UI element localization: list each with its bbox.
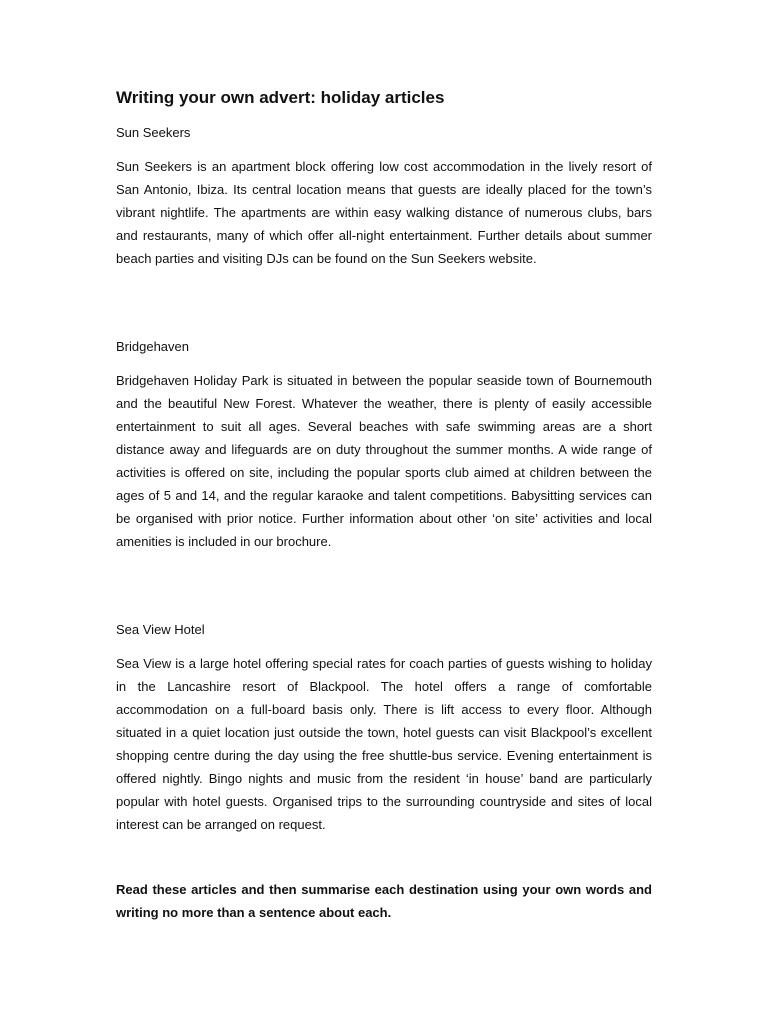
- section-heading-sun-seekers: Sun Seekers: [116, 125, 191, 140]
- section-body-sun-seekers: Sun Seekers is an apartment block offering low cost accommodation in the lively resort of San Antonio, Ibiza. Its central location means that guests are ideally placed for the town’s vibrant nightlife. The apartments are within easy walking distance of numerous clubs, bars and restaurants, many of which offer all-night entertainment. Further details about summer beach parties and visiting DJs can be found on the Sun Seekers website.: [116, 159, 652, 266]
- document-page: [116, 0, 652, 1024]
- page-title: Writing your own advert: holiday articles: [116, 88, 445, 107]
- section-body-sea-view-hotel: Sea View is a large hotel offering special rates for coach parties of guests wishing to holiday in the Lancashire resort of Blackpool. The hotel offers a range of comfortable accommodation on a full-board basis only. There is lift access to every floor. Although situated in a quiet location just outside the town, hotel guests can visit Blackpool’s excellent shopping centre during the day using the free shuttle-bus service. Evening entertainment is offered nightly. Bingo nights and music from the resident ‘in house’ band are particularly popular with hotel guests. Organised trips to the surrounding countryside and sites of local interest can be arranged on request.: [116, 656, 652, 832]
- section-body-bridgehaven: Bridgehaven Holiday Park is situated in between the popular seaside town of Bournemouth and the beautiful New Forest. Whatever the weather, there is plenty of easily accessible entertainment to suit all ages. Several beaches with safe swimming areas are a short distance away and lifeguards are on duty throughout the summer months. A wide range of activities is offered on site, including the popular sports club aimed at children between the ages of 5 and 14, and the regular karaoke and talent competitions. Babysitting services can be organised with prior notice. Further information about other ‘on site’ activities and local amenities is included in our brochure.: [116, 373, 652, 549]
- section-heading-bridgehaven: Bridgehaven: [116, 339, 189, 354]
- section-heading-sea-view-hotel: Sea View Hotel: [116, 622, 205, 637]
- instruction-text: Read these articles and then summarise each destination using your own words and writing no more than a sentence about each.: [116, 882, 652, 920]
